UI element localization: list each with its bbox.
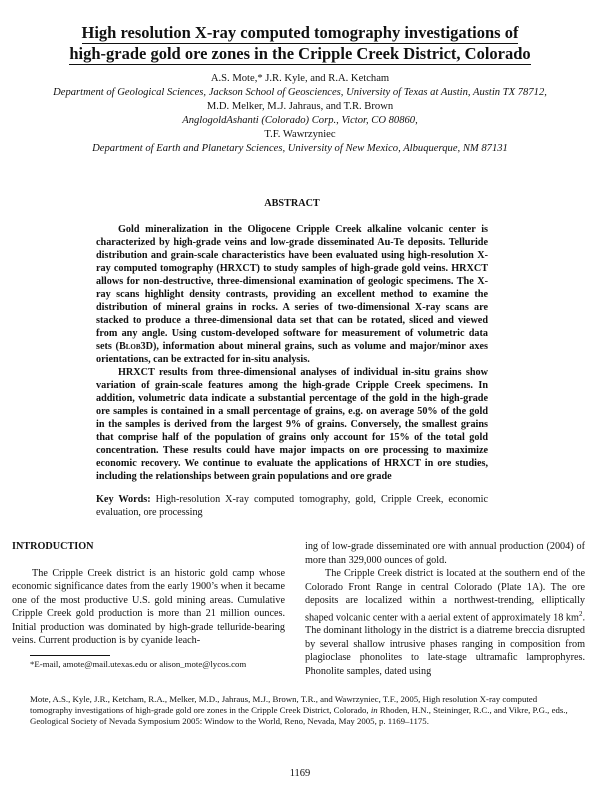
- keywords-label: Key Words:: [96, 494, 151, 505]
- title-line-2: high-grade gold ore zones in the Cripple Creek District, Colorado: [69, 44, 531, 63]
- citation-in: in: [370, 705, 378, 716]
- citation-text-end: Rhoden, H.N., Steininger, R.C., and Vikre, P.G., eds., Geological Society of Nevada Symposium 2005: Window to the World, Reno, Nevada, May 2005, p. 1169–1175.: [30, 705, 568, 727]
- left-column: [12, 540, 285, 648]
- intro-right-p1-end: . The dominant lithology in the district is a diatreme breccia disrupted by several shallow intrusive phases ranging in composition from plagioclase phonolites to late-stage ultramafic lamprophyres. Phonolite samples, dated using: [305, 611, 585, 677]
- abstract-section: [96, 197, 488, 519]
- abstract-paragraph-1: [96, 223, 488, 366]
- author-block: [20, 72, 580, 157]
- intro-right-p1-text: The Cripple Creek district is located at the southern end of the Colorado Front Range in central Colorado (Plate 1A). The ore deposits are localized within a northwest-trending, elliptically shaped volcanic center with a aerial extent of approximately 18 km: [305, 568, 585, 623]
- footnote-rule: [30, 655, 110, 656]
- intro-right-paragraph-1: [305, 567, 585, 678]
- intro-right-paragraph-0: ing of low-grade disseminated ore with annual production (2004) of more than 329,000 ounces of gold.: [305, 541, 585, 566]
- citation-text: Mote, A.S., Kyle, J.R., Ketcham, R.A., Melker, M.D., Jahraus, M.J., Brown, T.R., and Wawrzyniec, T.F., 2005, High resolution X-ray computed tomography investigations of high-grade gold ore zones in the Cripple Creek District, Colorado,: [30, 694, 538, 716]
- intro-left-paragraph: The Cripple Creek district is an historic gold camp whose economic significance dates from the early 1900’s when it became one of the most productive U.S. gold mining areas. Cumulative Cripple Creek gold production is more than 21 million ounces. Initial production was dominated by high-grade telluride-bearing veins. Current production is by cyanide leach-: [12, 567, 285, 646]
- paper-title: [20, 22, 580, 64]
- abstract-p1-end: ), information about mineral grains, such as volume and major/minor axes orientations, can be extracted for in-situ analysis.: [96, 341, 488, 365]
- abstract-heading: ABSTRACT: [264, 198, 320, 209]
- page-number: 1169: [289, 768, 311, 779]
- affiliation-3: Department of Earth and Planetary Sciences, University of New Mexico, Albuquerque, NM 87131: [92, 143, 508, 155]
- right-column: [305, 540, 585, 678]
- affiliation-2: AnglogoldAshanti (Colorado) Corp., Victor, CO 80860,: [182, 115, 418, 127]
- authors-group-3: T.F. Wawrzyniec: [264, 129, 336, 141]
- blob3d-software-name: Blob3D: [118, 341, 153, 352]
- affiliation-1: Department of Geological Sciences, Jackson School of Geosciences, University of Texas at Austin, Austin TX 78712,: [53, 87, 547, 99]
- keywords-text: High-resolution X-ray computed tomography, gold, Cripple Creek, economic evaluation, ore processing: [96, 494, 488, 518]
- title-line-1: High resolution X-ray computed tomography investigations of: [81, 23, 519, 42]
- authors-group-2: M.D. Melker, M.J. Jahraus, and T.R. Brown: [206, 101, 394, 113]
- footnote-email: *E-mail, amote@mail.utexas.edu or alison_mote@lycos.com: [30, 659, 247, 669]
- abstract-p1-text: Gold mineralization in the Oligocene Cripple Creek alkaline volcanic center is characterized by high-grade veins and low-grade disseminated Au-Te deposits. Telluride distribution and grain-scale characteristics have been evaluated using high-resolution X-ray computed tomography (HRXCT) to study samples of high-grade gold veins. HRXCT allows for non-destructive, three-dimensional examination of geologic specimens. The X-ray scans highlight density contrasts, providing an excellent method to examine the distribution of mineral grains in rocks. A series of two-dimensional X-ray scans are stacked to produce a three-dimensional data set that can be rotated, sliced and viewed from any angle. Using custom-developed software for measurement of volumetric data sets (: [96, 224, 488, 352]
- abstract-paragraph-2: HRXCT results from three-dimensional analyses of individual in-situ grains show variation of grain-scale features among the high-grade Cripple Creek specimens. In addition, volumetric data indicate a substantial percentage of the gold in the high-grade ore samples is contained in a small percentage of grains, e.g. on average 50% of the gold in the samples is derived from the largest 9% of grains. Conversely, the smallest grains that comprise half of the population of grains only account for 15% of the total gold concentration. These results could have major impacts on ore processing to maximize economic recovery. We continue to evaluate the applications of HRXCT in ore studies, including the relationships between grain populations and ore grade: [96, 367, 488, 482]
- superscript-2: 2: [578, 609, 583, 618]
- authors-group-1: A.S. Mote,* J.R. Kyle, and R.A. Ketcham: [210, 73, 390, 84]
- introduction-heading: INTRODUCTION: [12, 541, 94, 552]
- keywords: [96, 493, 488, 519]
- citation-block: [30, 694, 570, 728]
